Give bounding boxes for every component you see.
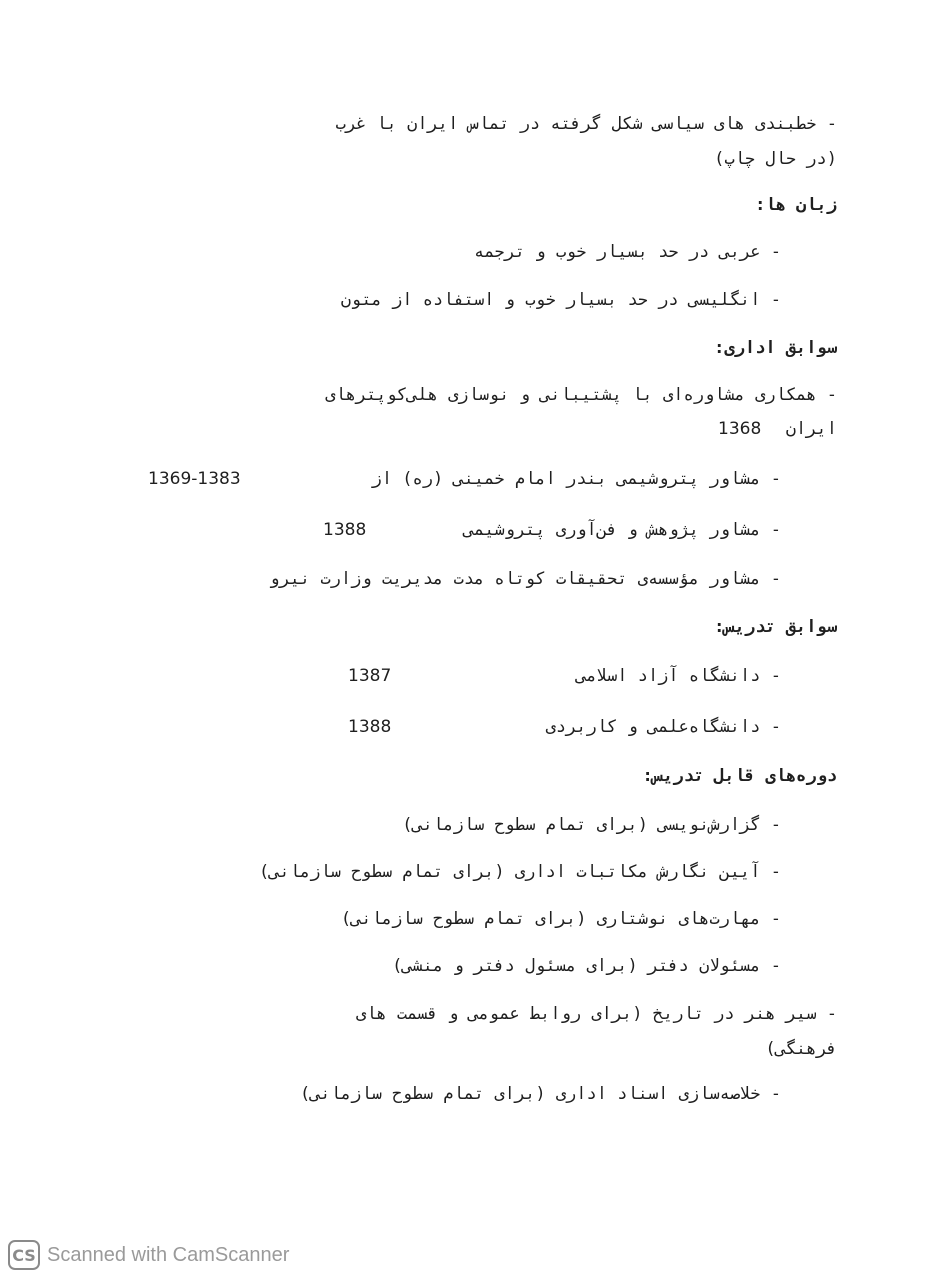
- languages-heading: زبان ها:: [755, 195, 837, 215]
- publication-item-line1: - خطبندی های سیاسی شکل گرفته در تماس ایران با غرب: [335, 114, 837, 134]
- admin-item-2-years: 1369-1383: [148, 469, 241, 489]
- publication-item-line2: (در حال چاپ): [714, 149, 837, 169]
- camscanner-watermark: [8, 1240, 289, 1270]
- teaching-item-2-year: 1388: [348, 717, 392, 737]
- admin-item-4: - مشاور مؤسسه‌ی تحقیقات کوتاه مدت مدیریت وزارت نیرو: [269, 569, 781, 589]
- course-item-2: - آیین نگارش مکاتبات اداری (برای تمام سطوح سازمانی): [259, 862, 781, 882]
- admin-item-1-year: 1368: [718, 419, 762, 439]
- camscanner-logo-icon: CS: [8, 1240, 40, 1270]
- admin-item-2: - مشاور پتروشیمی بندر امام خمینی (ره) از: [371, 469, 781, 489]
- course-item-5-line2: فرهنگی): [765, 1039, 837, 1059]
- admin-item-3: - مشاور پژوهش و فن‌آوری پتروشیمی: [463, 520, 781, 540]
- course-item-1: - گزارش‌نویسی (برای تمام سطوح سازمانی): [402, 815, 781, 835]
- admin-item-3-year: 1388: [323, 520, 367, 540]
- admin-heading: سوابق اداری:: [714, 338, 837, 358]
- courses-heading: دوره‌های قابل تدریس:: [642, 766, 837, 786]
- teaching-item-2: - دانشگاه‌علمی و کاربردی: [545, 717, 781, 737]
- teaching-heading: سوابق تدریس:: [714, 617, 837, 637]
- camscanner-text: Scanned with CamScanner: [47, 1243, 290, 1266]
- teaching-item-1: - دانشگاه آزاد اسلامی: [576, 666, 781, 686]
- course-item-4: - مسئولان دفتر (برای مسئول دفتر و منشی): [392, 956, 781, 976]
- teaching-item-1-year: 1387: [348, 666, 392, 686]
- language-item-arabic: - عربی در حد بسیار خوب و ترجمه: [473, 242, 781, 262]
- course-item-6: - خلاصه‌سازی اسناد اداری (برای تمام سطوح سازمانی): [299, 1084, 781, 1104]
- course-item-5-line1: - سیر هنر در تاریخ (برای روابط عمومی و قسمت های: [355, 1004, 837, 1024]
- admin-item-1-line2: ایران: [785, 419, 837, 439]
- course-item-3: - مهارت‌های نوشتاری (برای تمام سطوح سازمانی): [340, 909, 781, 929]
- admin-item-1-line1: - همکاری مشاوره‌ای با پشتیبانی و نوسازی هلی‌کوپترهای: [325, 385, 837, 405]
- language-item-english: - انگلیسی در حد بسیار خوب و استفاده از متون: [340, 290, 781, 310]
